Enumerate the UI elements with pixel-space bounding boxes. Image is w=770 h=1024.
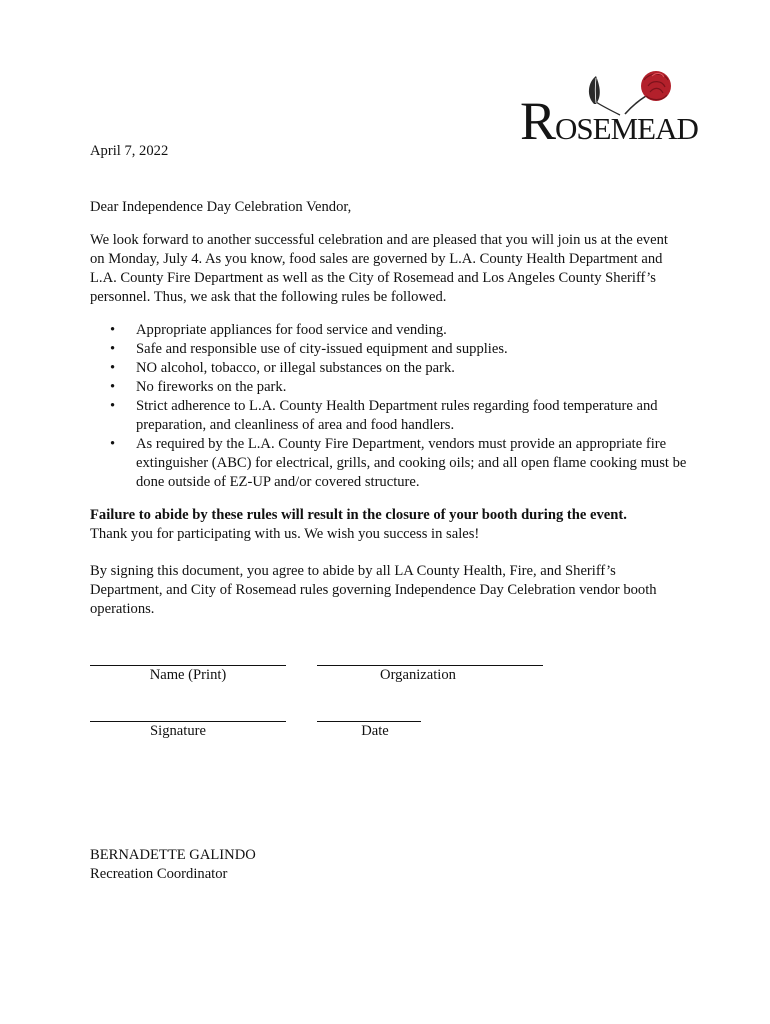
logo-wordmark: ROSEMEAD bbox=[520, 91, 698, 151]
list-item: • Strict adherence to L.A. County Health Department rules regarding food temperature and preparation, and cleanliness of area and food handlers. bbox=[110, 398, 658, 433]
closing-block bbox=[90, 846, 690, 884]
list-item: • Appropriate appliances for food service and vending. bbox=[110, 322, 447, 338]
list-item: • As required by the L.A. County Fire Department, vendors must provide an appropriate fire extinguisher (ABC) for electrical, grills, and cooking oils; and all open flame cooking must be done outside of EZ-UP and/or covered structure. bbox=[110, 436, 687, 490]
intro-paragraph: We look forward to another successful celebration and are pleased that you will join us at the event on Monday, July 4. As you know, food sales are governed by L.A. County Health Department and L.A. County Fire Department as well as the City of Rosemead and Los Angeles County Sheriff’s personnel. Thus, we ask that the following rules be followed. bbox=[90, 232, 668, 305]
salutation: Dear Independence Day Celebration Vendor, bbox=[90, 199, 352, 215]
list-item: • NO alcohol, tobacco, or illegal substances on the park. bbox=[110, 360, 455, 376]
organization-label: Organization bbox=[380, 667, 456, 683]
thanks-text: Thank you for participating with us. We wish you success in sales! bbox=[90, 526, 480, 542]
warning-text: Failure to abide by these rules will result in the closure of your booth during the event. bbox=[90, 507, 627, 523]
rules-list bbox=[90, 321, 690, 492]
agreement-paragraph: By signing this document, you agree to abide by all LA County Health, Fire, and Sheriff’s Department, and City of Rosemead rules governing Independence Day Celebration vendor booth operations. bbox=[90, 563, 657, 617]
closing-name: BERNADETTE GALINDO bbox=[90, 847, 256, 863]
list-item: • Safe and responsible use of city-issued equipment and supplies. bbox=[110, 341, 508, 357]
rosemead-logo bbox=[520, 66, 698, 151]
name-label: Name (Print) bbox=[149, 667, 227, 683]
letter-date: April 7, 2022 bbox=[90, 143, 169, 159]
date-label: Date bbox=[361, 723, 389, 739]
closing-title: Recreation Coordinator bbox=[90, 866, 228, 882]
warning-paragraph bbox=[90, 506, 690, 544]
list-item: • No fireworks on the park. bbox=[110, 379, 287, 395]
signature-label: Signature bbox=[150, 723, 206, 739]
